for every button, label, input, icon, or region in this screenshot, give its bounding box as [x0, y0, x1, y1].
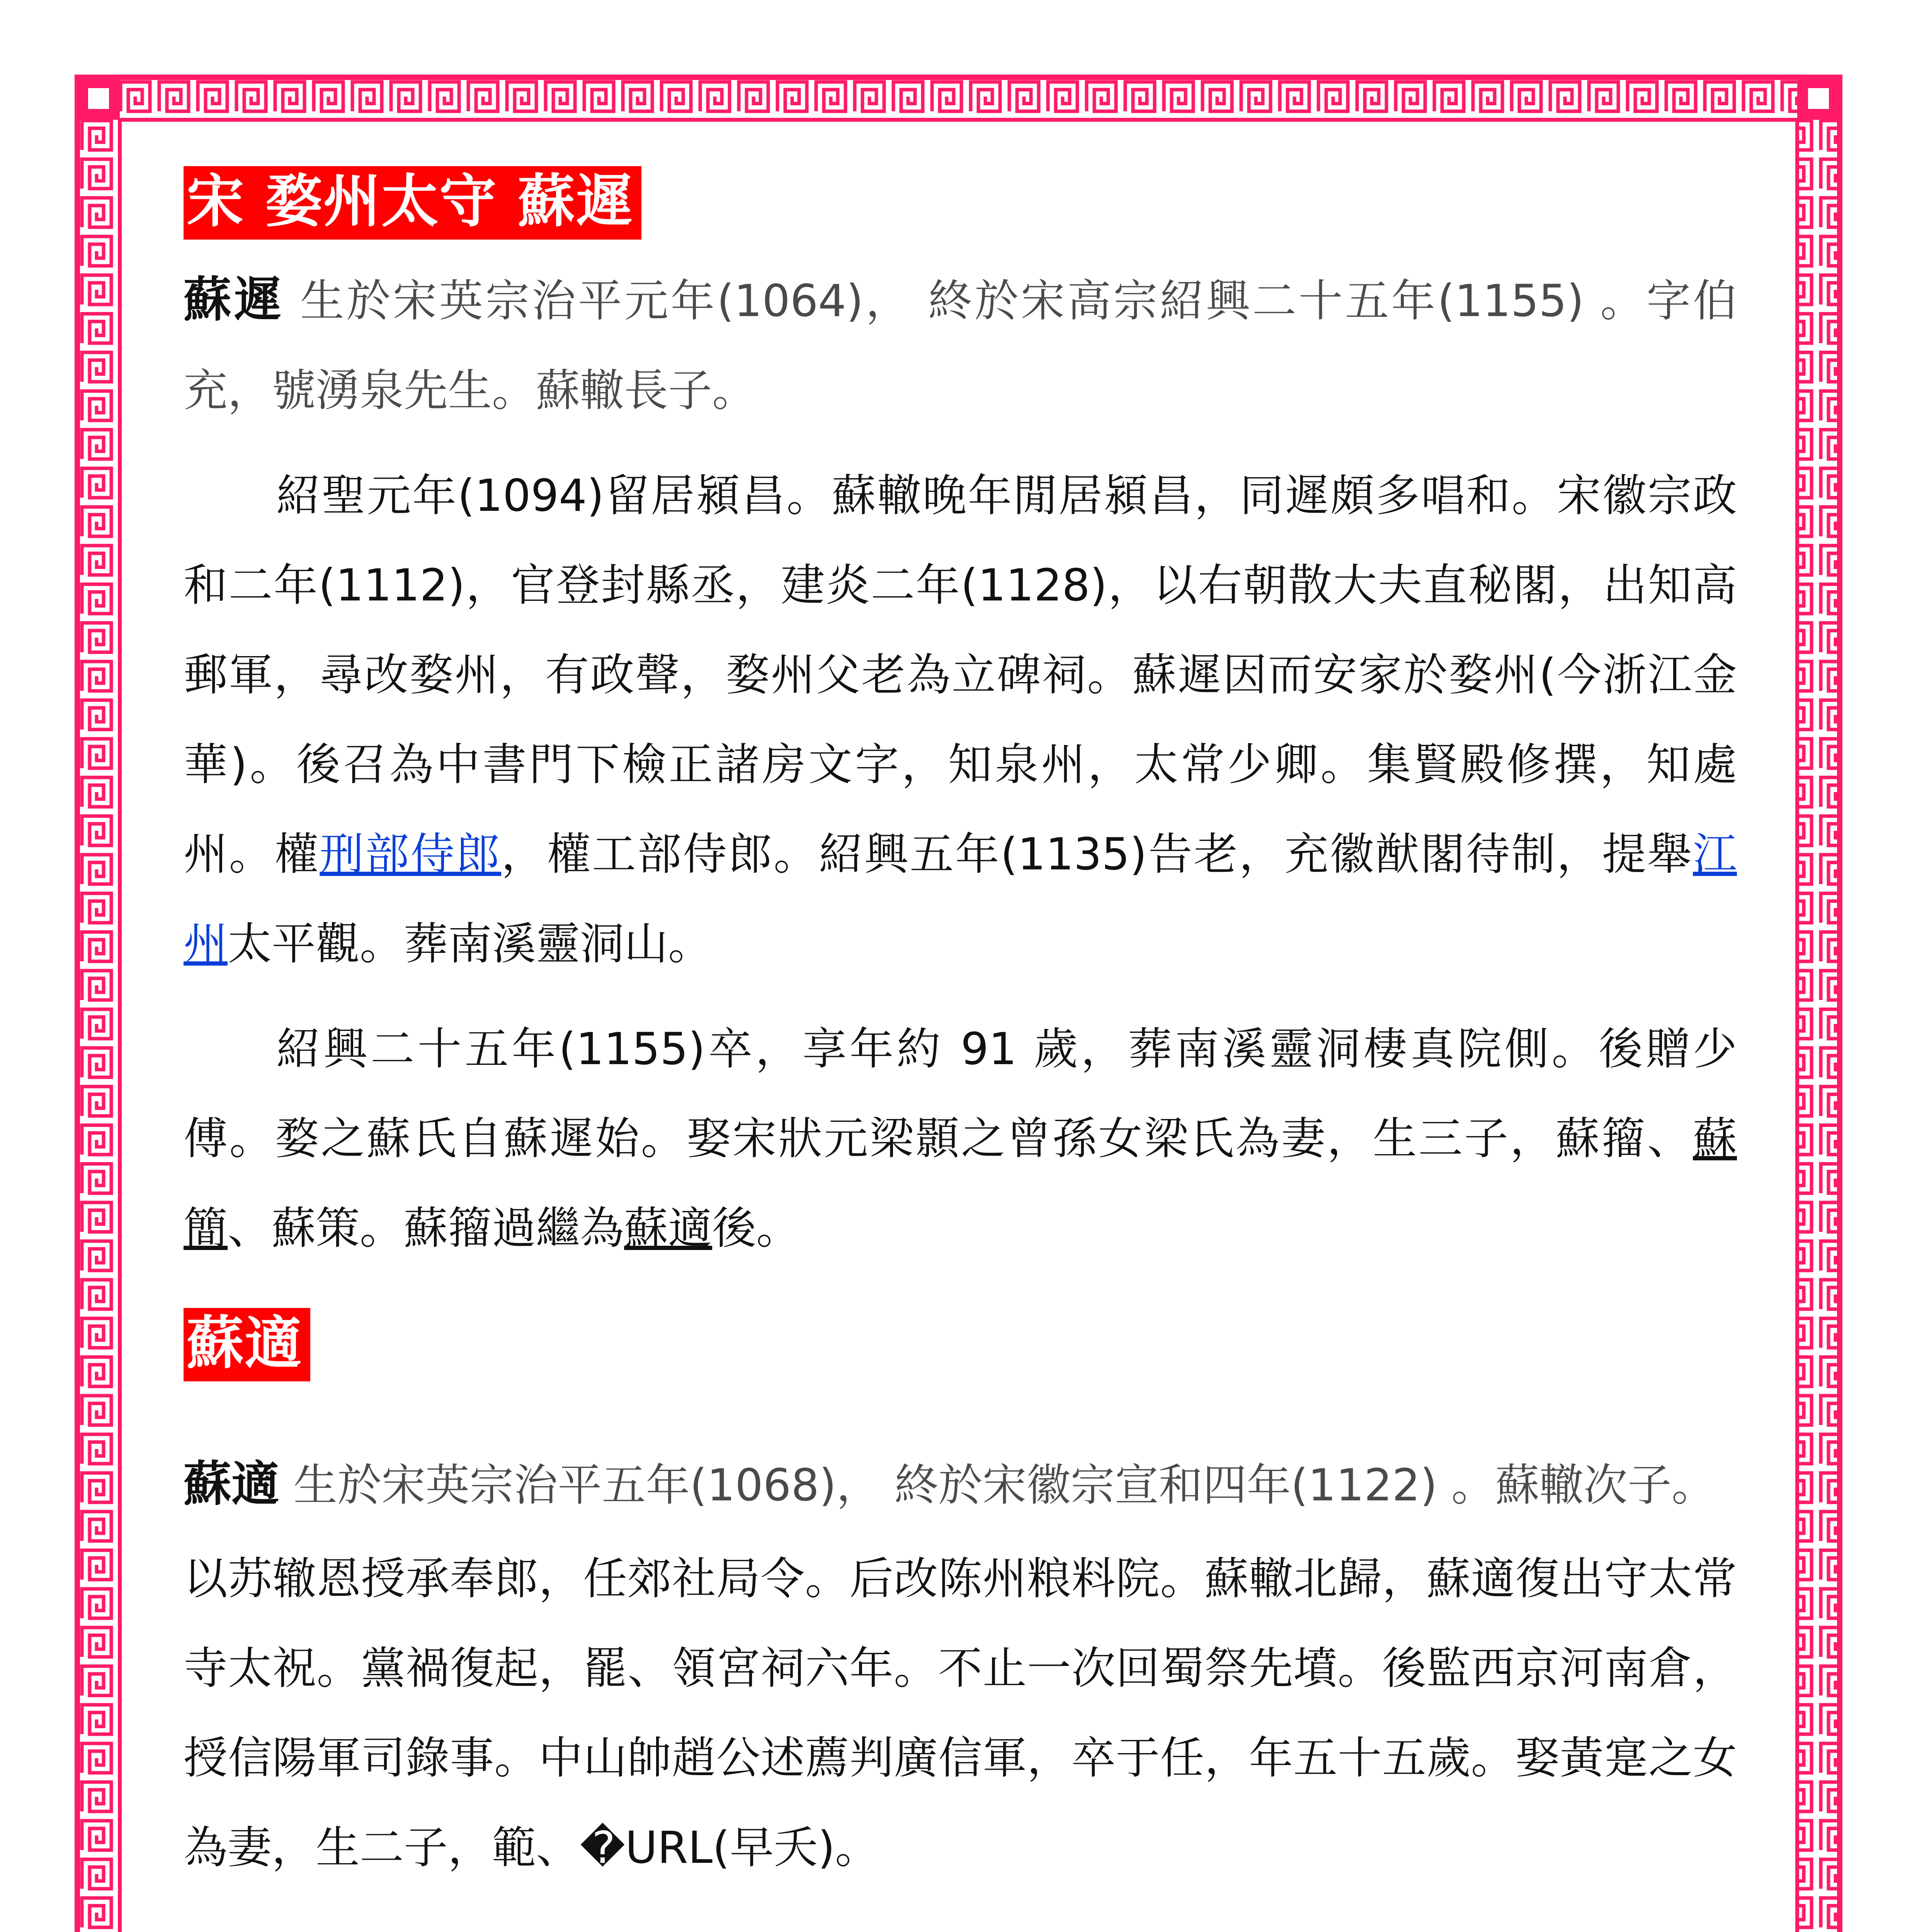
paragraph-text: ，權工部侍郎。紹興五年(1135)告老，充徽猷閣待制，提舉 [501, 828, 1693, 880]
paragraph-text: 紹興二十五年(1155)卒，享年約 91 歲，葬南溪靈洞棲真院側。後贈少傅。婺之蘇氏自蘇遲始。娶宋狀元梁顥之曾孫女梁氏為妻，生三子，蘇籀、 [184, 1023, 1737, 1165]
paragraph-text: 後。 [712, 1202, 801, 1254]
name-su-shi: 蘇適 [624, 1202, 713, 1254]
intro-text: 生於宋英宗治平五年(1068)， 終於宋徽宗宣和四年(1122) 。蘇轍次子。 [293, 1459, 1716, 1511]
document-body [184, 166, 1737, 1932]
section-heading-su-shi: 蘇適 [184, 1308, 310, 1381]
link-jiangzhou[interactable]: 江州 [184, 828, 1737, 970]
person-name: 蘇遲 [184, 272, 284, 328]
intro-text: 生於宋英宗治平元年(1064)， 終於宋高宗紹興二十五年(1155) 。字伯充，號湧泉先生。蘇轍長子。 [184, 275, 1737, 417]
section-heading-su-chi: 宋 婺州太守 蘇遲 [184, 166, 641, 240]
name-su-jian: 蘇簡 [184, 1113, 1737, 1254]
su-shi-intro [184, 1439, 1737, 1530]
person-name: 蘇適 [184, 1456, 280, 1512]
paragraph-text: 、蘇策。蘇籀過繼為 [228, 1202, 624, 1254]
paragraph-text: 紹聖元年(1094)留居潁昌。蘇轍晚年閒居潁昌，同遲頗多唱和。宋徽宗政和二年(1112)，官登封縣丞，建炎二年(1128)，以右朝散大夫直秘閣，出知高郵軍，尋改婺州，有政聲，婺州父老為立碑祠。蘇遲因而安家於婺州(今浙江金華)。後召為中書門下檢正諸房文字，知泉州，太常少卿。集賢殿修撰，知處州。權 [184, 470, 1737, 880]
su-shi-body: 以苏辙恩授承奉郎，任郊社局令。后改陈州粮料院。蘇轍北歸，蘇適復出守太常寺太祝。黨禍復起，罷、領宮祠六年。不止一次回蜀祭先墳。後監西京河南倉，授信陽軍司錄事。中山帥趙公述薦判廣信軍，卒于任，年五十五歲。娶黃寔之女為妻，生二子，範、�URL(早夭)。 [184, 1553, 1737, 1874]
link-xingbu-shilang[interactable]: 刑部侍郎 [320, 828, 502, 880]
paragraph-text: 太平觀。葬南溪靈洞山。 [228, 918, 713, 970]
su-chi-death-paragraph [184, 1004, 1737, 1273]
su-chi-career-paragraph [184, 451, 1737, 989]
su-chi-intro [184, 255, 1737, 435]
